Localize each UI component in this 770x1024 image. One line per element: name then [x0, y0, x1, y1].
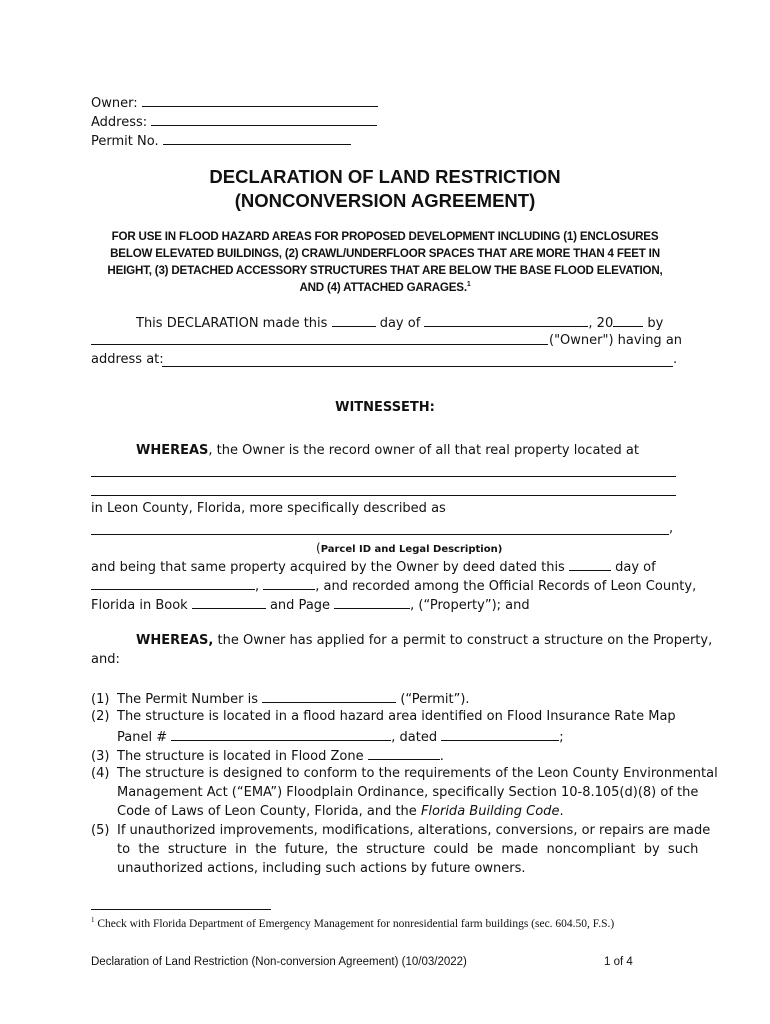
footnote-ref: 1: [466, 281, 471, 289]
list-item-5-cont: to the structure in the future, the structure could be made noncompliant by such: [117, 842, 699, 857]
owner-quote: ("Owner") having an: [549, 333, 683, 348]
recorded-line: , , and recorded among the Official Records of Leon County,: [91, 577, 696, 594]
deed-day-blank[interactable]: [569, 558, 611, 571]
month-blank[interactable]: [424, 314, 588, 327]
footnote-divider: [91, 909, 271, 910]
parcel-caption: (Parcel ID and Legal Description): [316, 541, 503, 555]
flood-zone-blank[interactable]: [368, 747, 440, 760]
owner-blank[interactable]: [142, 94, 378, 107]
list-item-4-cont-2: Code of Laws of Leon County, Florida, and the Florida Building Code.: [117, 804, 564, 819]
permit-field: [91, 132, 351, 149]
year-blank[interactable]: [613, 314, 643, 327]
book-blank[interactable]: [192, 596, 266, 609]
property-location-blank[interactable]: [91, 476, 676, 477]
county-text: in Leon County, Florida, more specifically described as: [91, 501, 446, 516]
subtitle-line: HEIGHT, (3) DETACHED ACCESSORY STRUCTURES THAT ARE BELOW THE BASE FLOOD ELEVATION,: [107, 264, 663, 277]
footnote: $^1$ Check with Florida Department of Emergency Management for nonresidential farm buildings (sec. 604.50, F.S.): [91, 916, 615, 930]
subtitle-line: FOR USE IN FLOOD HAZARD AREAS FOR PROPOSED DEVELOPMENT INCLUDING (1) ENCLOSURES: [111, 230, 659, 243]
page-blank[interactable]: [334, 596, 410, 609]
footer-title: Declaration of Land Restriction (Non-conversion Agreement) (10/03/2022): [91, 956, 467, 968]
document-title-sub: (NONCONVERSION AGREEMENT): [234, 190, 536, 211]
whereas-2: WHEREAS, the Owner has applied for a permit to construct a structure on the Property,: [136, 633, 713, 648]
whereas-1: WHEREAS, the Owner is the record owner of all that real property located at: [136, 443, 639, 458]
list-item-4: (4) The structure is designed to conform to the requirements of the Leon County Environmental: [91, 766, 718, 781]
permit-blank[interactable]: [163, 132, 351, 145]
list-item-4-cont: Management Act (“EMA”) Floodplain Ordinance, specifically Section 10-8.105(d)(8) of the: [117, 785, 699, 800]
owner-label: Owner:: [91, 96, 138, 111]
list-item-1: (1) The Permit Number is (“Permit”).: [91, 692, 470, 707]
page-number: 1 of 4: [604, 956, 633, 968]
deed-month-blank[interactable]: [91, 577, 255, 590]
list-item-5: (5) If unauthorized improvements, modifications, alterations, conversions, or repairs are made: [91, 823, 711, 838]
witnesseth-heading: WITNESSETH:: [335, 400, 435, 415]
list-item-2: (2) The structure is located in a flood hazard area identified on Flood Insurance Rate Map: [91, 709, 676, 724]
firm-panel-blank[interactable]: [171, 728, 391, 741]
address-blank[interactable]: [151, 113, 377, 126]
permit-number-blank[interactable]: [262, 690, 396, 703]
document-title: DECLARATION OF LAND RESTRICTION: [209, 166, 561, 187]
owner-name-blank[interactable]: [91, 344, 548, 345]
list-item-5-cont-2: unauthorized actions, including such actions by future owners.: [117, 861, 526, 876]
owner-address-blank[interactable]: [162, 366, 673, 367]
intro-line-1: This DECLARATION made this day of , 20 by: [136, 316, 664, 331]
permit-label: Permit No.: [91, 134, 159, 149]
address-field: [91, 113, 377, 130]
deed-line: and being that same property acquired by the Owner by deed dated this day of: [91, 560, 656, 575]
deed-year-blank[interactable]: [263, 577, 315, 590]
owner-field: [91, 94, 378, 111]
address-at-label: address at:: [91, 352, 164, 367]
day-blank[interactable]: [332, 314, 376, 327]
legal-description-blank[interactable]: [91, 534, 669, 535]
property-location-blank-2[interactable]: [91, 495, 676, 496]
list-item-2-cont: Panel # , dated ;: [117, 730, 564, 745]
subtitle-line: BELOW ELEVATED BUILDINGS, (2) CRAWL/UNDERFLOOR SPACES THAT ARE MORE THAN 4 FEET IN: [110, 247, 660, 260]
list-item-3: (3) The structure is located in Flood Zone .: [91, 749, 444, 764]
subtitle-line-last: AND (4) ATTACHED GARAGES.$^1$: [299, 281, 471, 294]
book-page-line: Florida in Book and Page , (“Property”); and: [91, 598, 530, 613]
firm-date-blank[interactable]: [441, 728, 559, 741]
whereas-2-and: and:: [91, 652, 120, 667]
address-label: Address:: [91, 115, 148, 130]
